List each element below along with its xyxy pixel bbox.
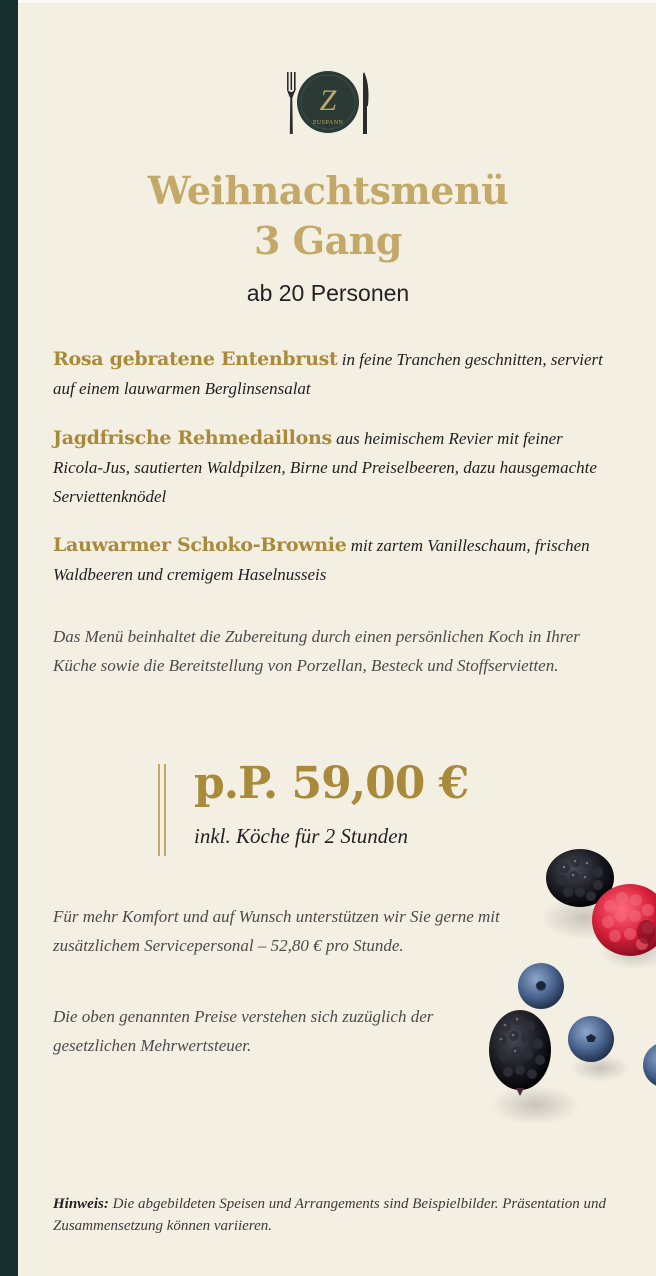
logo-wordmark: ZUSPANN <box>312 120 344 126</box>
course-2 <box>53 424 613 511</box>
price-divider <box>164 764 166 856</box>
knife-icon <box>363 72 369 134</box>
course-description: mit zartem Vanilleschaum, frischen Waldbeeren und cremigem Haselnusseis <box>53 536 590 584</box>
course-3 <box>53 531 613 589</box>
course-name: Lauwarmer Schoko-Brownie <box>53 534 347 556</box>
fork-icon <box>287 72 296 134</box>
vat-note: Die oben genannten Preise verstehen sich zuzüglich der gesetzlichen Mehrwertsteuer. <box>53 1007 434 1055</box>
hint-text: Die abgebildeten Speisen und Arrangements sind Beispielbilder. Präsentation und Zusammensetzung können variieren. <box>53 1196 607 1234</box>
course-1 <box>53 345 613 403</box>
berries-image <box>470 840 656 1130</box>
price-box <box>158 758 518 856</box>
service-note: Für mehr Komfort und auf Wunsch unterstützen wir Sie gerne mit zusätzlichem Servicepersonal – 52,80 € pro Stunde. <box>53 907 500 955</box>
menu-note: Das Menü beinhaltet die Zubereitung durch einen persönlichen Koch in Ihrer Küche sowie die Bereitstellung von Porzellan, Besteck und Stoffservietten. <box>53 627 580 675</box>
course-name: Rosa gebratene Entenbrust <box>53 348 338 370</box>
menu-courses-count: 3 Gang <box>254 218 402 263</box>
menu-subtitle: ab 20 Personen <box>246 280 410 306</box>
course-description: aus heimischem Revier mit feiner Ricola-Jus, sautierten Waldpilzen, Birne und Preiselbeeren, dazu hausgemachte Serviettenknödel <box>53 429 597 506</box>
price-amount: p.P. 59,00 € <box>194 758 469 809</box>
price-divider <box>158 764 160 856</box>
top-edge <box>18 0 656 3</box>
restaurant-logo <box>284 70 374 136</box>
course-description: in feine Tranchen geschnitten, serviert auf einem lauwarmen Berglinsensalat <box>53 350 603 398</box>
course-name: Jagdfrische Rehmedaillons <box>53 427 332 449</box>
logo-monogram: Z <box>319 84 337 117</box>
hint-note <box>53 1193 613 1237</box>
menu-title: Weihnachtsmenü <box>147 168 509 213</box>
price-note: inkl. Köche für 2 Stunden <box>194 824 409 848</box>
hint-label: Hinweis: <box>53 1196 109 1212</box>
